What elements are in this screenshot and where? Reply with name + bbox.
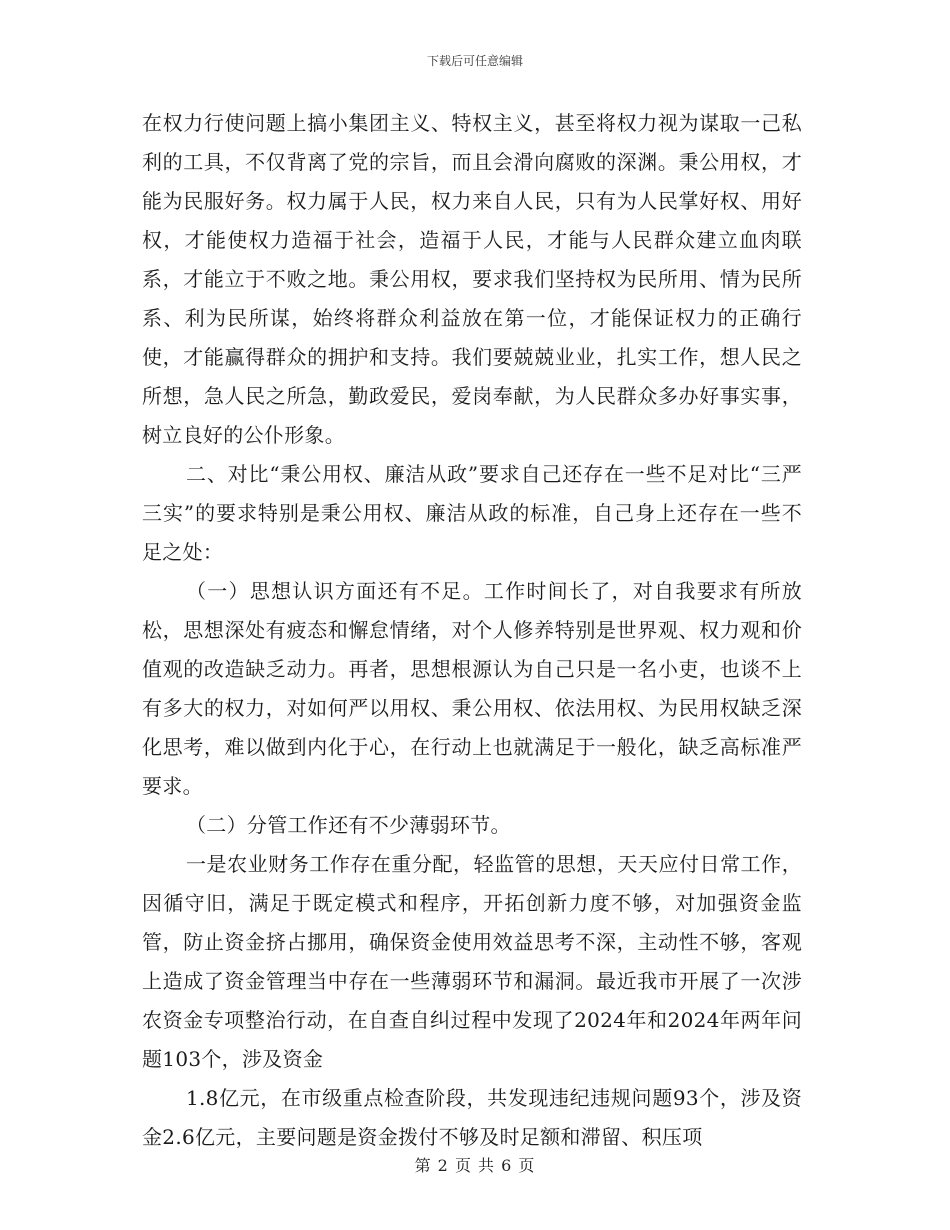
paragraph-point-one: 一是农业财务工作存在重分配，轻监管的思想，天天应付日常工作，因循守旧，满足于既定模式和程序，开拓创新力度不够，对加强资金监管，防止资金挤占挪用，确保资金使用效益思考不深，主动性不够，客观上造成了资金管理当中存在一些薄弱环节和漏洞。最近我市开展了一次涉农资金专项整治行动，在自查自纠过程中发现了2024年和2024年两年问题103个，涉及资金 bbox=[142, 852, 802, 1071]
page-number-footer: 第 2 页 共 6 页 bbox=[414, 1156, 536, 1175]
document-body bbox=[142, 104, 802, 1157]
paragraph-item-two-heading: （二）分管工作还有不少薄弱环节。 bbox=[186, 813, 511, 837]
paragraph-continuation: 在权力行使问题上搞小集团主义、特权主义，甚至将权力视为谋取一己私利的工具，不仅背离了党的宗旨，而且会滑向腐败的深渊。秉公用权，才能为民服好务。权力属于人民，权力来自人民，只有为人民掌好权、用好权，才能使权力造福于社会，造福于人民，才能与人民群众建立血肉联系，才能立于不败之地。秉公用权，要求我们坚持权为民所用、情为民所系、利为民所谋，始终将群众利益放在第一位，才能保证权力的正确行使，才能赢得群众的拥护和支持。我们要兢兢业业，扎实工作，想人民之所想，急人民之所急，勤政爱民，爱岗奉献，为人民群众多办好事实事，树立良好的公仆形象。 bbox=[142, 111, 802, 447]
paragraph-section-two: 二、对比“秉公用权、廉洁从政”要求自己还存在一些不足对比“三严三实”的要求特别是秉公用权、廉洁从政的标准，自己身上还存在一些不足之处： bbox=[142, 462, 802, 564]
paragraph-point-one-cont: 1.8亿元，在市级重点检查阶段，共发现违纪违规问题93个，涉及资金2.6亿元，主要问题是资金拨付不够及时足额和滞留、积压项 bbox=[142, 1086, 802, 1149]
paragraph-item-one: （一）思想认识方面还有不足。工作时间长了，对自我要求有所放松，思想深处有疲态和懈怠情绪，对个人修养特别是世界观、权力观和价值观的改造缺乏动力。再者，思想根源认为自己只是一名小吏，也谈不上有多大的权力，对如何严以用权、秉公用权、依法用权、为民用权缺乏深化思考，难以做到内化于心，在行动上也就满足于一般化，缺乏高标准严要求。 bbox=[142, 579, 802, 798]
page-header-note: 下载后可任意编辑 bbox=[426, 54, 523, 68]
